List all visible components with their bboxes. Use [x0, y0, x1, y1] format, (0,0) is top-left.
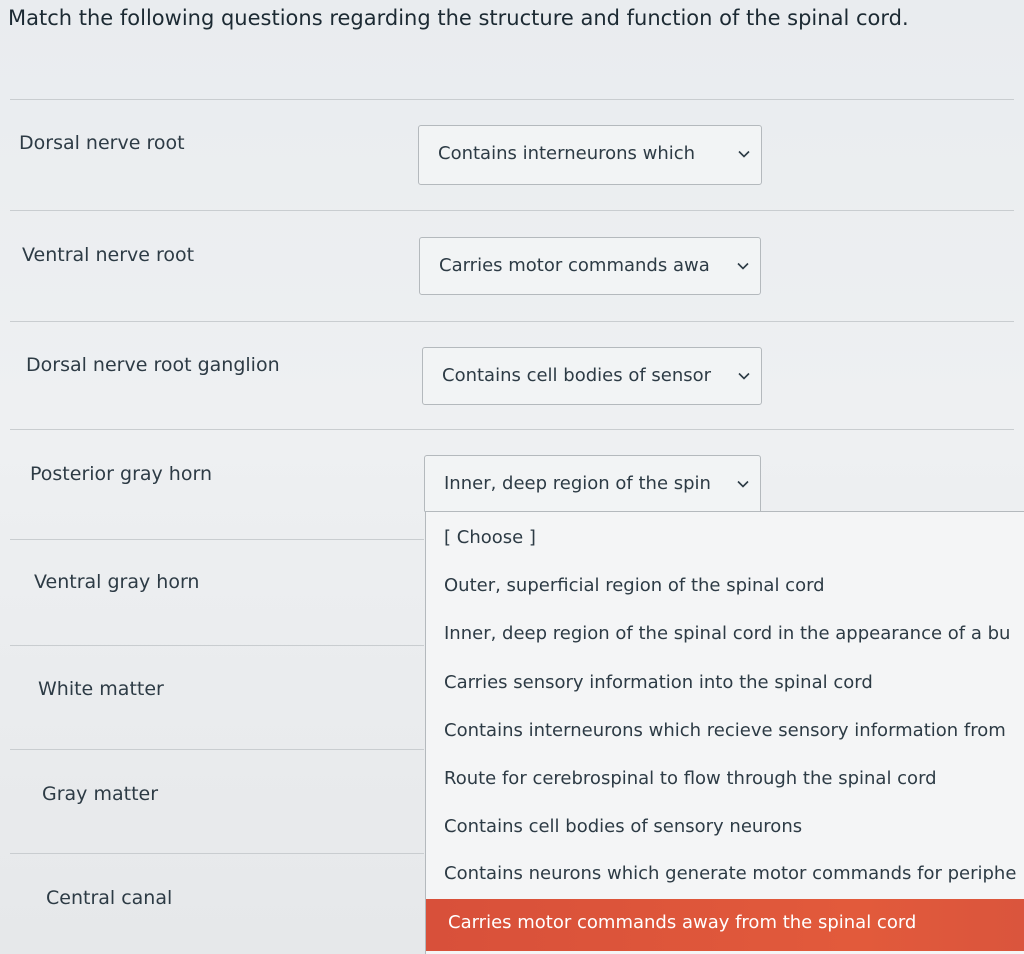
row-label-white-matter: White matter: [38, 678, 164, 700]
row-divider: [10, 853, 424, 854]
dropdown-option[interactable]: Outer, superficial region of the spinal cord: [444, 575, 825, 596]
row-divider: [10, 210, 1014, 211]
selected-value: Inner, deep region of the spin: [444, 473, 711, 494]
selected-value: Contains interneurons which: [438, 143, 696, 164]
chevron-down-icon: [737, 147, 751, 161]
selected-value: Carries motor commands awa: [439, 255, 710, 276]
answer-select-dorsal-nerve-root[interactable]: [418, 125, 762, 185]
row-label-ventral-nerve-root: Ventral nerve root: [22, 244, 195, 266]
row-divider: [10, 99, 1014, 100]
dropdown-option[interactable]: Contains cell bodies of sensory neurons: [444, 816, 803, 837]
answer-select-posterior-gray-horn[interactable]: [424, 455, 761, 512]
row-label-central-canal: Central canal: [46, 887, 173, 909]
dropdown-option[interactable]: Contains neurons which generate motor commands for periphe: [444, 863, 1017, 884]
dropdown-option[interactable]: Carries sensory information into the spinal cord: [444, 672, 873, 693]
row-divider: [10, 539, 424, 540]
dropdown-option[interactable]: Contains interneurons which recieve sensory information from: [444, 720, 1006, 741]
row-label-dorsal-nerve-root: Dorsal nerve root: [19, 132, 185, 154]
row-label-gray-matter: Gray matter: [42, 783, 159, 805]
answer-select-ventral-nerve-root[interactable]: [419, 237, 761, 295]
chevron-down-icon: [736, 477, 750, 491]
row-label-dorsal-nerve-root-ganglion: Dorsal nerve root ganglion: [26, 354, 280, 376]
row-label-ventral-gray-horn: Ventral gray horn: [34, 571, 200, 593]
dropdown-option[interactable]: Inner, deep region of the spinal cord in the appearance of a bu: [444, 623, 1011, 644]
row-divider: [10, 321, 1014, 322]
dropdown-option-highlighted[interactable]: Carries motor commands away from the spinal cord: [426, 899, 1024, 951]
answer-select-dorsal-nerve-root-ganglion[interactable]: [422, 347, 762, 405]
selected-value: Contains cell bodies of sensor: [442, 365, 712, 386]
dropdown-option-choose[interactable]: [ Choose ]: [444, 527, 536, 548]
row-label-posterior-gray-horn: Posterior gray horn: [30, 463, 212, 485]
chevron-down-icon: [736, 259, 750, 273]
row-divider: [10, 749, 424, 750]
chevron-down-icon: [737, 369, 751, 383]
dropdown-option[interactable]: Route for cerebrospinal to flow through the spinal cord: [444, 768, 937, 789]
row-divider: [10, 645, 424, 646]
question-title: Match the following questions regarding the structure and function of the spinal cord.: [8, 6, 909, 30]
answer-options-dropdown: [425, 511, 1024, 954]
row-divider: [10, 429, 1014, 430]
